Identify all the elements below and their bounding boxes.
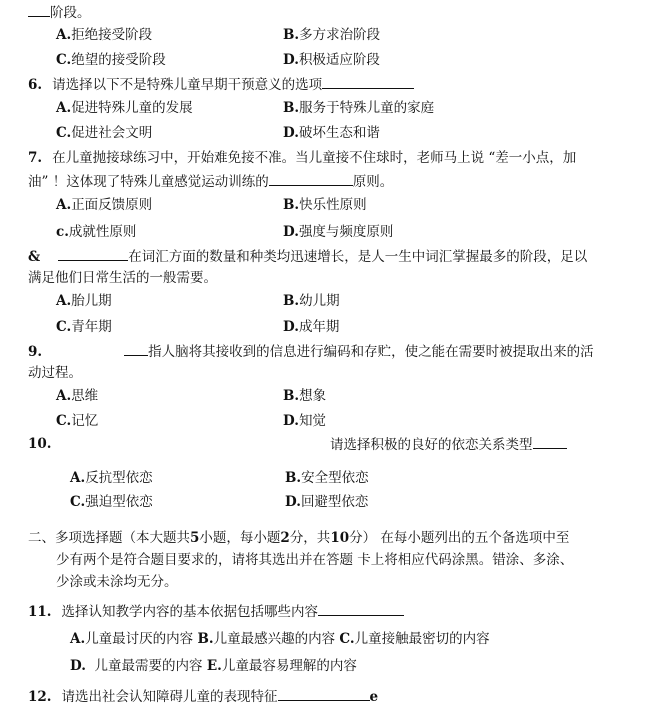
option-letter: D. — [283, 125, 299, 141]
option-letter: D. — [283, 319, 299, 335]
option-letter: A. — [56, 197, 72, 213]
section-text: 分） 在每小题列出的五个备选项中至 — [349, 530, 570, 546]
question-text: 请选择积极的良好的依恋关系类型 — [330, 437, 533, 453]
option-text: 快乐性原则 — [299, 197, 367, 213]
question-text: 请选出社会认知障碍儿童的表现特征 — [61, 689, 278, 705]
question-text: 请选择以下不是特殊儿童早期干预意义的选项 — [52, 77, 323, 93]
answer-blank — [28, 2, 50, 17]
option-text: 绝望的接受阶段 — [71, 52, 166, 68]
q9-option-d — [283, 411, 326, 431]
option-text: 回避型依恋 — [300, 494, 369, 510]
q11-options-row1 — [70, 629, 490, 649]
option-text: 多方求治阶段 — [299, 27, 381, 43]
option-text: 儿童最感兴趣的内容 — [213, 631, 336, 647]
option-text: 青年期 — [71, 319, 112, 335]
option-text: 儿童最容易理解的内容 — [221, 658, 357, 674]
answer-blank — [318, 601, 404, 616]
option-letter: A. — [56, 100, 72, 116]
question-text: 动过程。 — [28, 365, 82, 381]
q8-option-c — [56, 317, 112, 337]
option-letter: B. — [283, 293, 300, 309]
answer-blank — [58, 246, 128, 261]
q5-stem-text: 阶段。 — [50, 5, 91, 21]
option-text: 促进社会文明 — [71, 125, 153, 141]
option-letter: D. — [285, 494, 301, 510]
q9-option-b — [283, 386, 326, 406]
option-letter: A. — [56, 27, 72, 43]
option-text: 强迫型依恋 — [85, 494, 153, 510]
section-text: 小题，每小题 — [199, 530, 281, 546]
q9-stem-cont — [28, 363, 82, 383]
option-text: 幼儿期 — [299, 293, 340, 309]
section-text: 少有两个是符合题目要求的，请将其选出并在答题 卡上将相应代码涂黑。错涂、多涂、 — [56, 552, 574, 568]
answer-blank — [533, 434, 567, 449]
q6-stem — [28, 74, 414, 95]
option-text: 儿童接触最密切的内容 — [354, 631, 490, 647]
q5-option-d — [283, 50, 380, 70]
section2-instructions-cont — [56, 572, 178, 592]
question-number: 7. — [28, 150, 43, 166]
q9-option-c — [56, 411, 98, 431]
question-number: 12. — [28, 689, 52, 705]
option-letter: c. — [56, 224, 69, 240]
q6-option-d — [283, 123, 380, 143]
question-text: 在词汇方面的数量和种类均迅速增长，是人一生中词汇掌握最多的阶段，足以 — [128, 249, 588, 265]
question-text: 选择认知教学内容的基本依据包括哪些内容 — [61, 604, 318, 620]
option-letter: D. — [70, 658, 86, 674]
option-letter: B. — [283, 100, 300, 116]
q5-option-a — [56, 25, 152, 45]
question-text: 在儿童抛接球练习中，开始难免接不准。当儿童接不住球时，老师马上说 “差一小点，加 — [52, 150, 577, 166]
option-text: 成年期 — [298, 319, 340, 335]
option-text: 儿童最需要的内容 — [94, 658, 203, 674]
section-text: 分，共 — [289, 530, 331, 546]
section-text: 少涂或未涂均无分。 — [56, 574, 178, 590]
option-letter: B. — [197, 631, 214, 647]
option-text: 想象 — [299, 388, 327, 404]
option-letter: B. — [283, 197, 300, 213]
option-text: 积极适应阶段 — [298, 52, 380, 68]
option-text: 儿童最讨厌的内容 — [85, 631, 194, 647]
q7-option-a — [56, 195, 152, 215]
question-number: 9. — [28, 344, 43, 360]
question-text: e — [369, 689, 379, 705]
q10-option-d — [285, 492, 368, 512]
q9-stem — [28, 341, 594, 362]
option-text: 破坏生态和谐 — [298, 125, 380, 141]
option-text: 思维 — [71, 388, 99, 404]
q10-option-a — [70, 468, 153, 488]
option-letter: C. — [339, 631, 355, 647]
q8-option-d — [283, 317, 339, 337]
answer-blank — [124, 341, 148, 356]
option-text: 拒绝接受阶段 — [71, 27, 153, 43]
question-count: 5 — [190, 530, 200, 546]
q10-option-c — [70, 492, 153, 512]
option-text: 安全型依恋 — [301, 470, 369, 486]
option-letter: B. — [283, 388, 300, 404]
option-text: 正面反馈原则 — [71, 197, 153, 213]
q6-option-b — [283, 98, 434, 118]
total-points: 10 — [330, 530, 350, 546]
question-number: 6. — [28, 77, 43, 93]
question-number: 10. — [28, 436, 52, 452]
q12-stem — [28, 686, 378, 707]
points-per-question: 2 — [280, 530, 290, 546]
q10-stem — [330, 434, 567, 455]
option-letter: C. — [56, 319, 72, 335]
section-text: 二、多项选择题（本大题共 — [28, 530, 190, 546]
option-letter: A. — [70, 470, 86, 486]
q5-option-b — [283, 25, 380, 45]
q8-stem — [28, 246, 587, 267]
q6-option-a — [56, 98, 193, 118]
q10-number — [28, 434, 52, 454]
option-text: 反抗型依恋 — [85, 470, 153, 486]
question-text: 指人脑将其接收到的信息进行编码和存贮，使之能在需要时被提取出来的活 — [148, 344, 594, 360]
option-letter: E. — [206, 658, 222, 674]
q6-option-c — [56, 123, 152, 143]
option-letter: C. — [56, 52, 72, 68]
answer-blank — [322, 74, 414, 89]
option-letter: A. — [70, 631, 86, 647]
option-text: 记忆 — [71, 413, 99, 429]
section2-instructions — [56, 550, 573, 570]
option-letter: B. — [285, 470, 302, 486]
q9-option-a — [56, 386, 98, 406]
option-letter: A. — [56, 293, 72, 309]
q8-option-a — [56, 291, 112, 311]
option-text: 成就性原则 — [68, 224, 137, 240]
q5-stem-tail — [28, 2, 91, 23]
q7-stem — [28, 148, 576, 168]
option-text: 促进特殊儿童的发展 — [71, 100, 193, 116]
q7-option-c — [56, 222, 136, 242]
q7-option-d — [283, 222, 393, 242]
option-letter: D. — [283, 52, 299, 68]
option-letter: B. — [283, 27, 300, 43]
answer-blank — [269, 171, 353, 186]
option-text: 知觉 — [298, 413, 326, 429]
option-text: 强度与频度原则 — [298, 224, 394, 240]
section2-heading — [28, 528, 569, 548]
option-letter: C. — [56, 125, 72, 141]
question-number: 11. — [28, 604, 52, 620]
q7-stem-cont — [28, 171, 393, 192]
q11-options-row2 — [70, 656, 357, 676]
answer-blank — [278, 686, 370, 701]
q8-option-b — [283, 291, 340, 311]
option-text: 胎儿期 — [71, 293, 112, 309]
option-letter: C. — [56, 413, 72, 429]
q7-option-b — [283, 195, 367, 215]
question-text: 满足他们日常生活的一般需要。 — [28, 270, 217, 286]
option-letter: A. — [56, 388, 72, 404]
option-letter: D. — [283, 224, 299, 240]
option-text: 服务于特殊儿童的家庭 — [299, 100, 435, 116]
q10-option-b — [285, 468, 369, 488]
question-text: 油” ！这体现了特殊儿童感觉运动训练的 — [28, 174, 269, 190]
question-text: 原则。 — [352, 174, 394, 190]
q5-option-c — [56, 50, 166, 70]
q8-stem-cont — [28, 268, 217, 288]
option-letter: D. — [283, 413, 299, 429]
option-letter: C. — [70, 494, 86, 510]
q11-stem — [28, 601, 404, 622]
question-number: & — [28, 249, 41, 265]
